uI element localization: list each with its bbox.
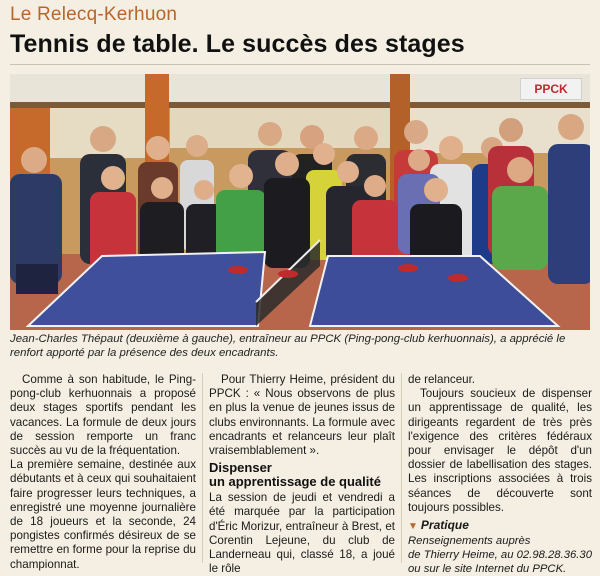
photo-illustration [10,74,590,330]
info-line: Renseignements auprès [408,535,531,548]
triangle-icon: ▼ [408,521,418,533]
paragraph: La session de jeudi et vendredi a été marquée par la participation d'Éric Morizur, entraîneur à Brest, et Corentin Lejeune, du club de Landerneau qui, classé 18, a joué le rôle [209,491,395,576]
paddle-2 [278,270,298,278]
info-line: ou sur le site Internet du PPCK. [408,563,567,576]
pratique-heading [408,518,592,534]
section-subhead [209,461,395,489]
paragraph: Toujours soucieux de dispenser un apprentissage de qualité, les dirigeants regardent de très près l'exigence des critères fédéraux pour envisager le dépôt d'un dossier de labellisation des stages. Les inscriptions associées à trois séances de découverte sont toujours possibles. [408,387,592,514]
locality-label: Le Relecq-Kerhuon [10,4,178,25]
paddle-3 [398,264,418,272]
pratique-label: Pratique [420,518,469,533]
paddle-1 [228,266,248,274]
paragraph: La première semaine, destinée aux débutants et à ceux qui souhaitaient faire progresser leurs techniques, a enregistré une moyenne journalière de 18 joueurs et la seconde, 24 pongistes confirmés désireux de se remettre en forme pour la reprise du championnat. [10,458,196,571]
article-column-2 [209,373,395,576]
club-banner: PPCK [520,78,582,100]
subhead-line: un apprentissage de qualité [209,474,381,490]
ceiling-beam [10,102,590,108]
article-column-1 [10,373,196,572]
info-line: de Thierry Heime, au 02.98.28.36.30 [408,549,592,562]
photo-caption: Jean-Charles Thépaut (deuxième à gauche), entraîneur au PPCK (Ping-pong-club kerhuonnais), a apprécié le renfort apporté par la présence des deux encadrants. [10,333,566,359]
article-column-3 [408,373,592,576]
article-photo [10,74,590,330]
paragraph: Comme à son habitude, le Ping-pong-club kerhuonnais a proposé deux stages sportifs pendant les vacances. La formule de deux jours de session remporte un franc succès au vu de la fréquentation. [10,373,196,458]
paragraph: Pour Thierry Heime, président du PPCK : « Nous observons de plus en plus la venue de jeunes issus de clubs environnants. La formule avec encadrants et relanceurs leur plaît vraisemblablement ». [209,373,395,458]
column-divider [401,373,402,563]
paddle-4 [448,274,468,282]
article-headline: Tennis de table. Le succès des stages [10,30,465,58]
gym-ceiling [10,74,590,104]
subhead-line: Dispenser [209,460,272,476]
headline-rule [10,64,590,65]
column-divider [202,373,203,563]
paragraph: de relanceur. [408,373,476,386]
